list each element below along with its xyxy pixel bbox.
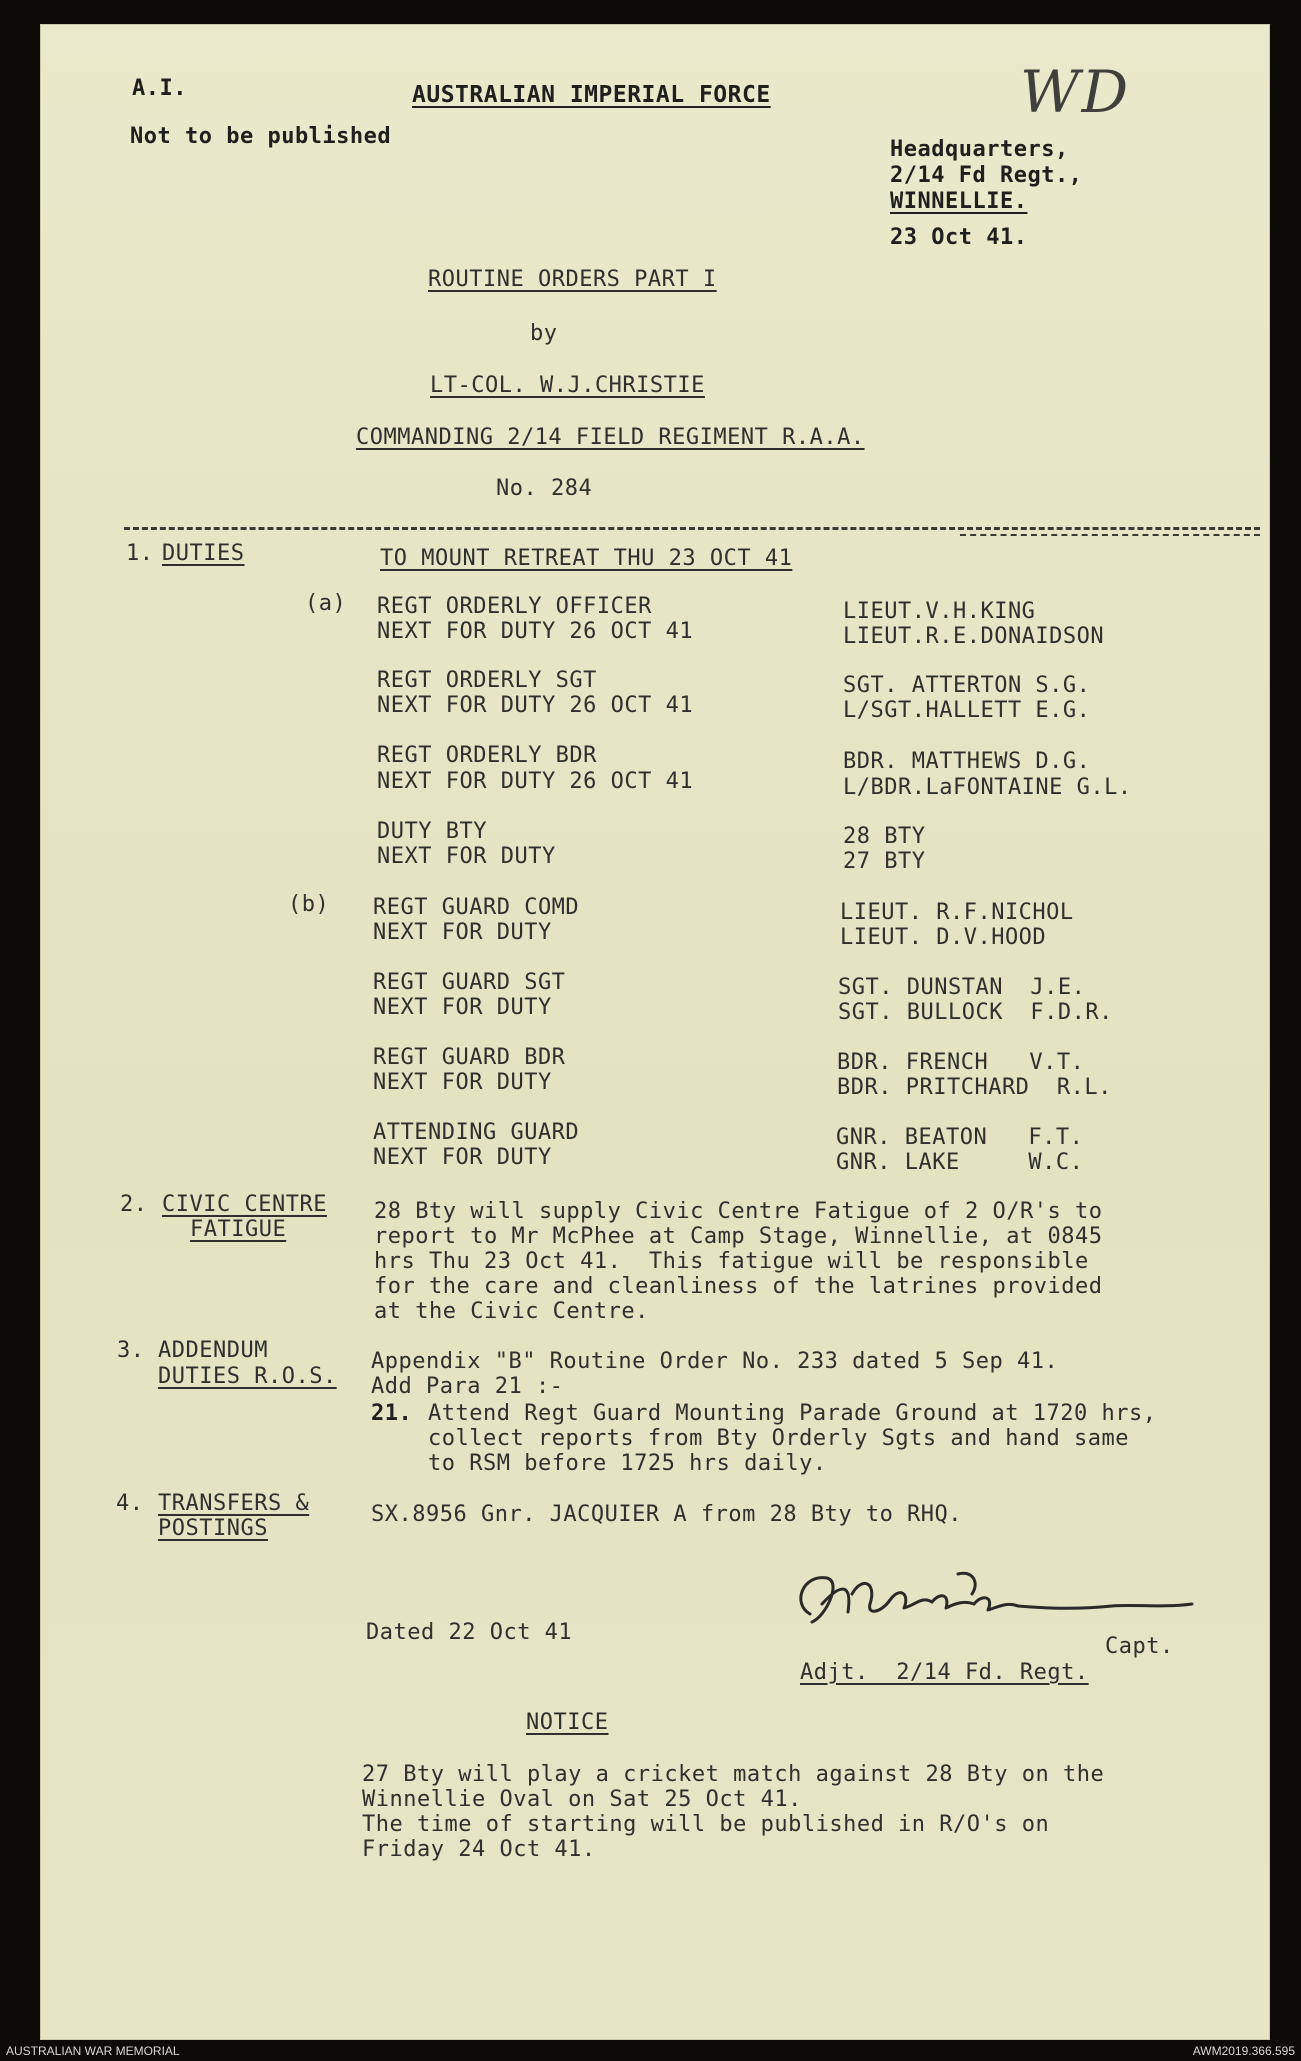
- title-by: by: [530, 321, 558, 346]
- handwritten-mark: WD: [1020, 58, 1131, 126]
- section-2-text: at the Civic Centre.: [374, 1299, 649, 1324]
- duty-next-name: LIEUT. D.V.HOOD: [840, 925, 1047, 950]
- hq-line-3: WINNELLIE.: [890, 189, 1028, 214]
- order-number: No. 284: [496, 476, 593, 501]
- signature-image: [782, 1564, 1202, 1644]
- duty-next-label: NEXT FOR DUTY: [373, 1070, 552, 1095]
- duty-next-name: LIEUT.R.E.DONAIDSON: [843, 624, 1105, 649]
- hq-line-1: Headquarters,: [890, 137, 1069, 162]
- section-1-number: 1.: [126, 541, 154, 566]
- duty-name: LIEUT. R.F.NICHOL: [840, 900, 1074, 925]
- duty-next-label: NEXT FOR DUTY 26 OCT 41: [377, 619, 694, 644]
- para-text: collect reports from Bty Orderly Sgts and hand same: [428, 1426, 1130, 1451]
- duty-label: DUTY BTY: [377, 819, 487, 844]
- notice-text: Friday 24 Oct 41.: [362, 1837, 596, 1862]
- duty-name: 28 BTY: [843, 824, 926, 849]
- section-2-heading: CIVIC CENTRE: [162, 1192, 327, 1217]
- duty-next-label: NEXT FOR DUTY 26 OCT 41: [377, 769, 694, 794]
- section-4-text: SX.8956 Gnr. JACQUIER A from 28 Bty to RHQ.: [371, 1502, 963, 1527]
- section-3-heading-line-2: DUTIES R.O.S.: [158, 1364, 337, 1389]
- footer-accession-number: AWM2019.366.595: [1192, 2044, 1295, 2058]
- duty-label: REGT GUARD BDR: [373, 1045, 566, 1070]
- hq-line-2: 2/14 Fd Regt.,: [890, 163, 1083, 188]
- para-text: Attend Regt Guard Mounting Parade Ground at 1720 hrs,: [428, 1401, 1157, 1426]
- notice-text: Winnellie Oval on Sat 25 Oct 41.: [362, 1787, 802, 1812]
- duty-next-name: L/SGT.HALLETT E.G.: [843, 698, 1091, 723]
- restriction-note: Not to be published: [130, 124, 392, 149]
- notice-text: The time of starting will be published in R/O's on: [362, 1812, 1050, 1837]
- signatory-rank: Capt.: [1105, 1634, 1174, 1659]
- duty-label: REGT ORDERLY SGT: [377, 668, 597, 693]
- duty-label: REGT ORDERLY BDR: [377, 743, 597, 768]
- divider-rule: [124, 527, 1260, 530]
- section-2-number: 2.: [120, 1192, 148, 1217]
- group-marker-a: (a): [305, 591, 347, 616]
- title-commander: LT-COL. W.J.CHRISTIE: [430, 373, 705, 398]
- section-3-number: 3.: [117, 1338, 145, 1363]
- title-routine-orders: ROUTINE ORDERS PART I: [428, 267, 717, 292]
- duty-next-label: NEXT FOR DUTY: [377, 844, 556, 869]
- section-2-heading-line-2: FATIGUE: [190, 1217, 287, 1242]
- section-3-text: Add Para 21 :-: [371, 1374, 564, 1399]
- divider-rule-secondary: [960, 534, 1260, 536]
- duty-label: ATTENDING GUARD: [373, 1120, 580, 1145]
- duty-next-name: 27 BTY: [843, 849, 926, 874]
- section-2-text: report to Mr McPhee at Camp Stage, Winnellie, at 0845: [374, 1224, 1103, 1249]
- section-4-heading-line-2: POSTINGS: [158, 1516, 268, 1541]
- duty-next-label: NEXT FOR DUTY 26 OCT 41: [377, 693, 694, 718]
- group-marker-b: (b): [288, 892, 330, 917]
- section-2-text: for the care and cleanliness of the latrines provided: [374, 1274, 1103, 1299]
- section-3-heading: ADDENDUM: [158, 1338, 268, 1363]
- duty-label: REGT GUARD SGT: [373, 970, 566, 995]
- duty-label: REGT ORDERLY OFFICER: [377, 594, 652, 619]
- document-page: [40, 24, 1270, 2040]
- duty-name: LIEUT.V.H.KING: [843, 599, 1036, 624]
- duty-name: SGT. DUNSTAN J.E.: [838, 975, 1086, 1000]
- duty-next-label: NEXT FOR DUTY: [373, 920, 552, 945]
- duty-next-label: NEXT FOR DUTY: [373, 995, 552, 1020]
- signatory-appointment: Adjt. 2/14 Fd. Regt.: [800, 1660, 1089, 1685]
- para-text: to RSM before 1725 hrs daily.: [428, 1451, 827, 1476]
- header-date: 23 Oct 41.: [890, 225, 1028, 250]
- section-1-subheading: TO MOUNT RETREAT THU 23 OCT 41: [380, 546, 793, 571]
- duty-next-label: NEXT FOR DUTY: [373, 1145, 552, 1170]
- para-number: 21.: [371, 1401, 413, 1426]
- duty-name: BDR. FRENCH V.T.: [837, 1050, 1085, 1075]
- section-2-text: hrs Thu 23 Oct 41. This fatigue will be responsible: [374, 1249, 1089, 1274]
- duty-name: BDR. MATTHEWS D.G.: [843, 749, 1091, 774]
- duty-next-name: SGT. BULLOCK F.D.R.: [838, 1000, 1113, 1025]
- section-3-text: Appendix "B" Routine Order No. 233 dated 5 Sep 41.: [371, 1349, 1059, 1374]
- dated-line: Dated 22 Oct 41: [366, 1620, 573, 1645]
- force-heading: AUSTRALIAN IMPERIAL FORCE: [412, 82, 771, 108]
- duty-name: SGT. ATTERTON S.G.: [843, 673, 1091, 698]
- reference-mark: A.I.: [132, 76, 187, 101]
- footer-institution: AUSTRALIAN WAR MEMORIAL: [6, 2044, 180, 2058]
- duty-name: GNR. BEATON F.T.: [836, 1125, 1084, 1150]
- section-4-heading: TRANSFERS &: [158, 1491, 310, 1516]
- notice-text: 27 Bty will play a cricket match against 28 Bty on the: [362, 1762, 1105, 1787]
- duty-next-name: BDR. PRITCHARD R.L.: [837, 1075, 1112, 1100]
- duty-label: REGT GUARD COMD: [373, 895, 580, 920]
- duty-next-name: GNR. LAKE W.C.: [836, 1150, 1084, 1175]
- notice-heading: NOTICE: [526, 1710, 609, 1735]
- section-4-number: 4.: [116, 1491, 144, 1516]
- section-2-text: 28 Bty will supply Civic Centre Fatigue of 2 O/R's to: [374, 1199, 1103, 1224]
- title-regiment: COMMANDING 2/14 FIELD REGIMENT R.A.A.: [356, 425, 865, 450]
- archive-footer: [0, 2043, 1301, 2061]
- section-1-heading: DUTIES: [162, 541, 245, 566]
- duty-next-name: L/BDR.LaFONTAINE G.L.: [843, 775, 1132, 800]
